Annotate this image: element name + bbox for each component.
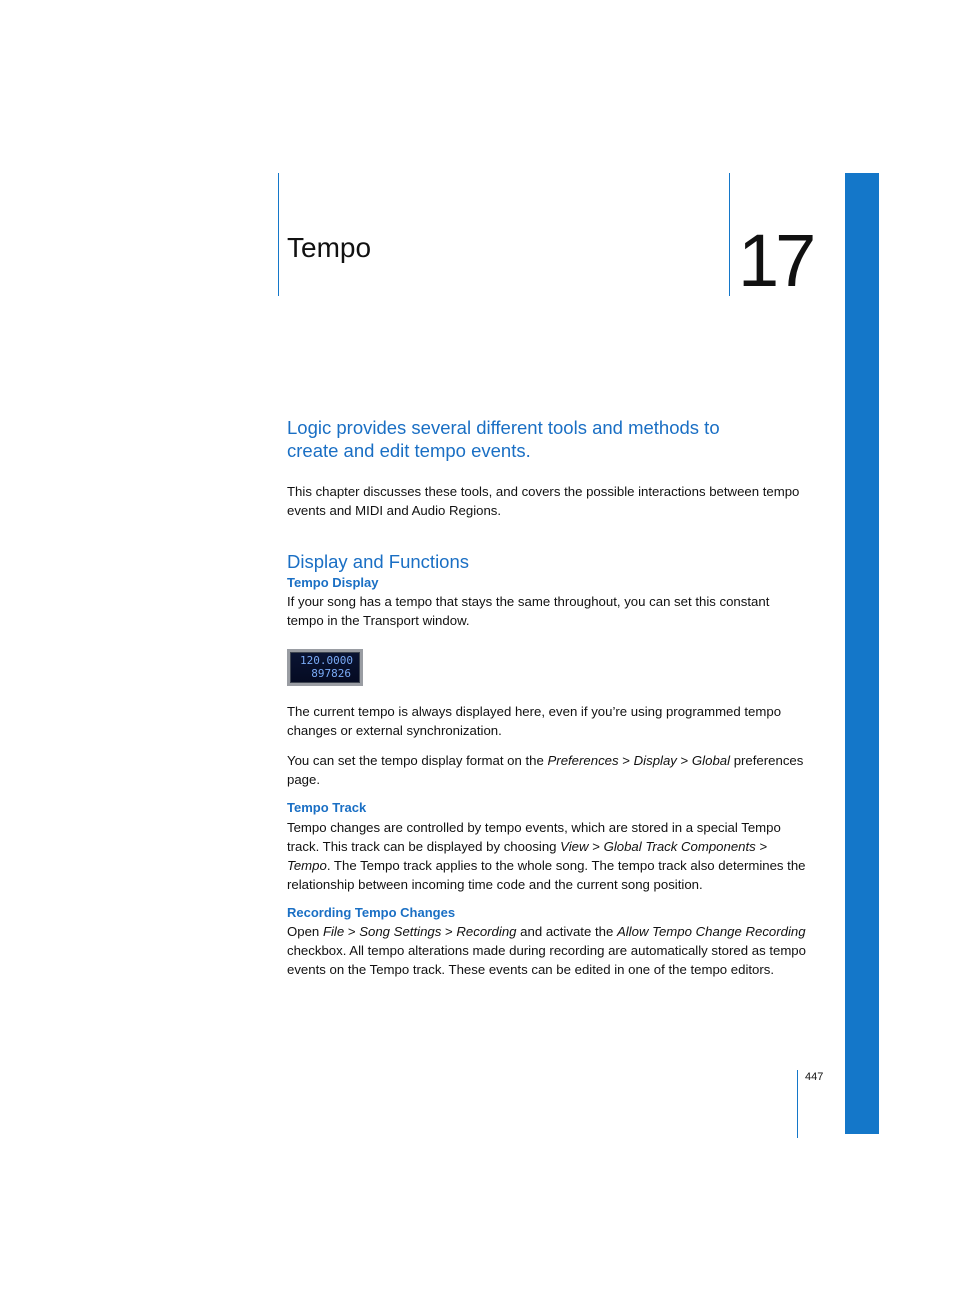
chapter-tab-bar <box>845 173 879 1134</box>
separator: > <box>344 924 360 939</box>
menu-path-view: View <box>560 839 589 854</box>
page-number-rule <box>797 1070 798 1138</box>
page-number: 447 <box>805 1071 824 1083</box>
tempo-format-paragraph <box>287 751 807 789</box>
menu-path-preferences: Preferences <box>547 753 619 768</box>
menu-path-global-track-components: Global Track Components <box>603 839 756 854</box>
tempo-display-paragraph: If your song has a tempo that stays the same throughout, you can set this constant tempo in the Transport window. <box>287 594 770 628</box>
text: . The Tempo track applies to the whole song. The tempo track also determines the relationship between incoming time code and the current song position. <box>287 858 806 892</box>
chapter-title: Tempo <box>287 232 372 263</box>
subheading-recording-tempo-changes: Recording Tempo Changes <box>287 905 456 920</box>
separator: > <box>441 924 457 939</box>
title-left-rule <box>278 173 279 296</box>
text: You can set the tempo display format on the <box>287 753 548 768</box>
text: and activate the <box>516 924 617 939</box>
separator: > <box>588 839 604 854</box>
separator: > <box>755 839 768 854</box>
tempo-lcd-display <box>287 649 363 686</box>
option-allow-tempo-change-recording: Allow Tempo Change Recording <box>616 924 806 939</box>
menu-path-tempo: Tempo <box>287 858 327 873</box>
tempo-lcd-screen <box>290 652 360 683</box>
text: preferences page. <box>287 753 804 787</box>
section-heading: Display and Functions <box>287 551 470 572</box>
subheading-tempo-display: Tempo Display <box>287 575 379 590</box>
tempo-display-note: The current tempo is always displayed here, even if you’re using programmed tempo changes or external synchronization. <box>287 704 782 738</box>
chapter-intro: Logic provides several different tools and methods to create and edit tempo events. <box>287 417 720 461</box>
text: Tempo changes are controlled by tempo events, which are stored in a special Tempo track. This track can be displayed by choosing <box>287 820 781 854</box>
menu-path-recording: Recording <box>456 924 517 939</box>
menu-path-global: Global <box>691 753 731 768</box>
lcd-tempo-value: 120.0000 <box>300 654 353 667</box>
chapter-number: 17 <box>738 219 813 302</box>
subheading-tempo-track: Tempo Track <box>287 800 367 815</box>
menu-path-display: Display <box>633 753 677 768</box>
lcd-secondary-value: 897826 <box>311 667 351 680</box>
separator: > <box>676 753 692 768</box>
text: checkbox. All tempo alterations made during recording are automatically stored as tempo events on the Tempo track. These events can be edited in one of the tempo editors. <box>287 943 806 977</box>
text: Open <box>287 924 323 939</box>
chapter-number-rule <box>729 173 730 296</box>
separator: > <box>618 753 634 768</box>
overview-paragraph: This chapter discusses these tools, and covers the possible interactions between tempo events and MIDI and Audio Regions. <box>287 484 800 518</box>
menu-path-file: File <box>322 924 345 939</box>
recording-paragraph <box>287 922 807 979</box>
tempo-track-paragraph <box>287 818 807 894</box>
menu-path-song-settings: Song Settings <box>359 924 442 939</box>
